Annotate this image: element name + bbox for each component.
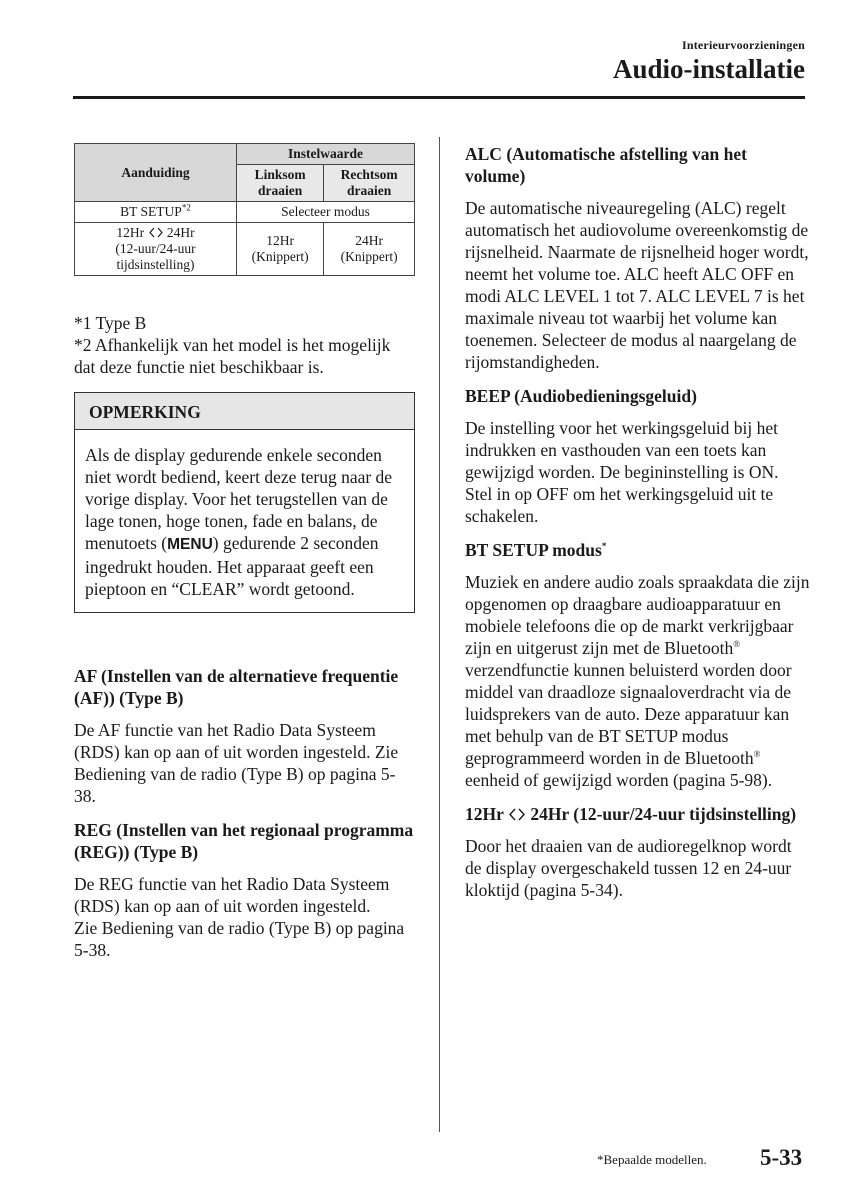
table-cell-right: 24Hr (Knippert) — [324, 223, 415, 276]
page-title: Audio-installatie — [612, 54, 805, 84]
header-rule — [73, 96, 805, 99]
table-header-rechtsom: Rechtsom draaien — [324, 165, 415, 202]
table-row — [75, 223, 415, 276]
footnotes — [74, 312, 415, 378]
reg-body: De REG functie van het Radio Data Systeem (RDS) kan op aan of uit worden ingesteld. — [74, 874, 390, 916]
bt-setup-body: Muziek en andere audio zoals spraakdata die zijn opgenomen op draagbare audioapparatuur en mobiele telefoons die op de markt verkrijgbaar zijn en uitgerust zijn met de Bluetooth® verzendfunctie kunnen beluisterd worden door middel van draadloze signaaloverdracht via de luidsprekers van de auto. Deze apparatuur kan met behulp van de BT SETUP modus geprogrammeerd worden in de Bluetooth® eenheid of gewijzigd worden (pagina 5-98). — [465, 572, 810, 790]
note-box — [74, 392, 415, 613]
af-body: De AF functie van het Radio Data Systeem (RDS) kan op aan of uit worden ingesteld. Zie Bediening van de radio (Type B) op pagina 5-38. — [74, 720, 399, 806]
alc-body: De automatische niveauregeling (ALC) regelt automatisch het audiovolume overeenkomstig de rijsnelheid. Naarmate de rijsnelheid hoger wordt, neemt het volume toe. ALC heeft ALC OFF en modi ALC LEVEL 1 tot 7. ALC LEVEL 7 is het maximale niveau tot waarbij het volume kan toenemen. Selecteer de modus al naargelang de rijomstandigheden. — [465, 198, 809, 372]
right-column — [465, 143, 810, 901]
menu-key-label: MENU — [167, 536, 213, 553]
table-cell-label: 12Hr 24Hr (12-uur/24-uur tijdsinstelling) — [75, 223, 237, 276]
table-header-linksom: Linksom draaien — [237, 165, 324, 202]
note-heading: OPMERKING — [75, 393, 414, 430]
chevron-right-icon — [156, 227, 164, 238]
clock-mode-body: Door het draaien van de audioregelknop wordt de display overgeschakeld tussen 12 en 24-uur kloktijd (pagina 5-34). — [465, 836, 792, 900]
section-label: Interieurvoorzieningen — [681, 38, 805, 52]
note-body: Als de display gedurende enkele seconden niet wordt bediend, keert deze terug naar de vorige display. Voor het terugstellen van de lage tonen, hoge tonen, fade en balans, de menutoets (MENU) gedurende 2 seconden ingedrukt houden. Het apparaat geeft een pieptoon en “CLEAR” wordt getoond. — [85, 445, 393, 599]
reg-heading: REG (Instellen van het regionaal programma (REG)) (Type B) — [74, 820, 414, 862]
table-cell-left: 12Hr (Knippert) — [237, 223, 324, 276]
footer-note: *Bepaalde modellen. — [597, 1152, 707, 1167]
left-column — [74, 143, 415, 961]
chevron-left-icon — [508, 808, 517, 821]
clock-mode-heading: 12Hr 24Hr (12-uur/24-uur tijdsinstelling) — [465, 804, 797, 824]
af-heading: AF (Instellen van de alternatieve frequentie (AF)) (Type B) — [74, 666, 399, 708]
table-header-aanduiding: Aanduiding — [75, 144, 237, 202]
beep-body: De instelling voor het werkingsgeluid bij het indrukken en vasthouden van een toets kan gewijzigd worden. De begininstelling is ON. Stel in op OFF om het werkingsgeluid uit te schakelen. — [465, 418, 779, 526]
table-header-instelwaarde: Instelwaarde — [237, 144, 415, 165]
bt-setup-heading: BT SETUP modus* — [465, 540, 607, 560]
table-cell-label: BT SETUP$^{*2}$ — [75, 202, 237, 223]
column-divider — [439, 137, 440, 1132]
alc-heading: ALC (Automatische afstelling van het volume) — [465, 144, 747, 186]
settings-table — [74, 143, 415, 276]
table-cell-value: Selecteer modus — [237, 202, 415, 223]
table-row — [75, 202, 415, 223]
chevron-left-icon — [148, 227, 156, 238]
chevron-right-icon — [517, 808, 526, 821]
footnote-1: *1 Type B — [74, 313, 147, 333]
reg-body-reference: Zie Bediening van de radio (Type B) op pagina 5-38. — [74, 918, 405, 960]
page-number: 5-33 — [760, 1145, 803, 1170]
footnote-2: *2 Afhankelijk van het model is het mogelijk dat deze functie niet beschikbaar is. — [74, 335, 391, 377]
beep-heading: BEEP (Audiobedieningsgeluid) — [465, 386, 697, 406]
